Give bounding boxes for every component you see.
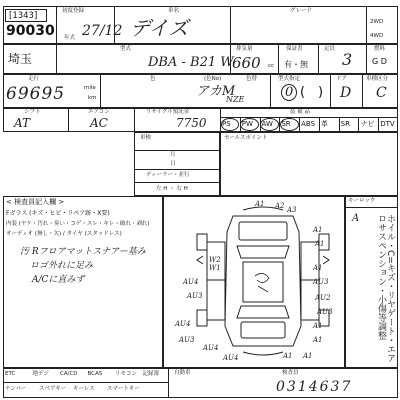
damage-mark: A1: [255, 200, 265, 208]
car-outline: [197, 207, 329, 355]
damage-mark: A1: [313, 336, 323, 344]
damage-mark: W1: [209, 264, 221, 272]
region: 埼玉: [8, 52, 33, 66]
damage-mark: A1: [313, 322, 323, 330]
service-month: 月: [170, 152, 176, 158]
recycle-hw: 7750: [176, 116, 207, 130]
notes-hw3: A/Cに直みず: [32, 275, 85, 285]
keylock-label: キーロック: [348, 198, 376, 204]
warranty-value: 有・無: [284, 60, 308, 69]
warranty-label: 保証書: [286, 46, 303, 52]
odometer-label: 走行: [28, 76, 40, 82]
drive-2wd: 2WD: [370, 19, 384, 25]
damage-mark: AU4: [183, 278, 199, 286]
ac-hw: AC: [90, 116, 108, 130]
damage-mark: AU2: [315, 294, 331, 302]
damage-mark: A1: [283, 352, 293, 360]
notes-title: < 検査員記入欄 >: [6, 198, 65, 206]
equipment-item: ナビ: [360, 120, 375, 128]
bottom-cell: リモコン: [115, 371, 138, 377]
color-label: 色: [150, 76, 156, 82]
damage-mark: AU3: [313, 278, 329, 286]
ac-label: エアコン: [88, 109, 110, 115]
id-box: [5, 9, 47, 22]
equipment-item: PS: [222, 120, 231, 128]
equipment-item: SR: [281, 120, 291, 128]
damage-mark: AU3: [317, 308, 333, 316]
damage-mark: AU3: [179, 336, 195, 344]
first-reg-label: 初度登録: [62, 8, 85, 14]
bottom-cell-row2: ナンバー: [5, 386, 27, 392]
bottom-cell: BCAS: [87, 371, 103, 377]
equipment-item: AW: [261, 120, 273, 128]
id-box-text: [1343]: [9, 11, 38, 21]
first-reg-hw: 27/12: [82, 23, 123, 39]
model-hw: DBA - B21 W: [148, 55, 234, 70]
color-change-label: 色替: [246, 76, 258, 82]
cc-label: 排気量: [236, 46, 253, 52]
damage-mark: AU4: [175, 320, 191, 328]
damage-mark: A3: [287, 206, 297, 214]
damage-mark: A1: [313, 226, 323, 234]
paren-open: (: [300, 85, 306, 100]
bottom-cell: 地デジ: [32, 371, 49, 377]
notes-hw1: 汚 Rフロアマットスナアー基み: [20, 247, 146, 257]
shift-hw: AT: [14, 116, 31, 130]
equipment-label: 装 備 品: [290, 109, 310, 115]
equipment-item: DTV: [380, 120, 395, 128]
equipment-item: 革: [320, 120, 328, 128]
sales-points-box: [220, 132, 398, 196]
notes-hw2: ロゴ外れに足み: [30, 261, 94, 271]
car-name-label: 車名: [168, 8, 180, 14]
service-day: 日: [170, 161, 176, 167]
equipment-item: PW: [241, 120, 253, 128]
damage-mark: AU3: [187, 292, 203, 300]
bottom-cell-row2: スマートキー: [107, 386, 140, 392]
shift-label: シフト: [24, 109, 41, 115]
fuel-label: 燃料: [374, 46, 386, 52]
handle-label: 左 H ・ 右 H: [156, 186, 188, 192]
damage-mark: W2: [209, 256, 221, 264]
equipment-circle: [221, 118, 240, 131]
lot-number: 90030: [6, 23, 55, 39]
damage-mark: A2: [275, 202, 285, 210]
mileage-km: km: [88, 95, 97, 101]
damage-mark: AU4: [203, 344, 219, 352]
color-hw: アカM: [196, 84, 236, 99]
damage-mark: A1: [313, 264, 323, 272]
bottom-cell-row2: キーレス: [73, 386, 95, 392]
sales-points-label: セールスポイント: [224, 135, 268, 141]
notes-line3: オーディオ (無し・欠) / タイヤ (スタッドレス): [6, 231, 122, 237]
equipment-circle: [260, 118, 279, 131]
odometer-hw: 69695: [6, 84, 66, 104]
doors-hw: D: [340, 85, 352, 101]
damage-mark: A1: [303, 352, 313, 360]
notes-line1: Fガラス (キズ・ヒビ・リペア跡・X要): [6, 210, 110, 217]
dealer-label: ディーラー・並行: [146, 172, 190, 178]
doors-label: ドア: [336, 76, 347, 82]
model-year-label: 年式: [64, 35, 76, 41]
damage-mark: A1: [315, 240, 325, 248]
cc-unit: cc: [268, 63, 275, 69]
type-change-label: 型式指定: [278, 76, 301, 82]
vehicle-type-label: 車種区分: [366, 76, 389, 82]
equipment-item: ABS: [301, 120, 316, 128]
color-code-label: (色No): [204, 76, 222, 82]
serial-label: 検査員: [282, 370, 299, 376]
equipment-circle: [280, 118, 299, 131]
vehicle-type-hw: C: [376, 85, 387, 101]
recycle-label: リサイクル預託金: [146, 109, 190, 115]
fuel-value: G D: [372, 57, 387, 66]
serial-hw: 0314637: [276, 379, 353, 395]
bottom-cell: 記録簿: [142, 371, 160, 377]
inspection-label: 車検: [140, 135, 152, 141]
side-column-text: ホイル・C=キズ・リヤゲート・エアロサスペンション・小傷等調整: [376, 214, 395, 363]
type-change-circle: [281, 84, 297, 101]
grade-label: グレード: [290, 8, 313, 14]
seats-label: 定員: [324, 46, 336, 52]
bottom-cell: CA/CD: [60, 371, 78, 377]
equipment-circle: [240, 118, 259, 131]
notes-line2: 内装 (ヤケ・汚れ・臭い・コゲ・スレ・キレ・破れ・剥れ): [6, 221, 150, 227]
bottom-cell: ETC: [5, 371, 16, 377]
bottom-cell-row2: スペアキー: [39, 386, 67, 392]
color-code-hw: NZE: [226, 95, 245, 104]
mileage-mile: mile: [84, 85, 96, 91]
equipment-item: SR: [340, 120, 350, 128]
x-mark: [102, 207, 116, 221]
type-change-hw: 0: [285, 85, 294, 100]
auto-label: 自動車: [174, 370, 191, 376]
car-diagram: [163, 196, 345, 368]
side-mark: A: [352, 213, 360, 224]
drive-4wd: 4WD: [370, 33, 384, 39]
seats-hw: 3: [342, 50, 353, 69]
paren-close: ): [318, 85, 324, 100]
cc-hw: 660: [232, 54, 261, 72]
model-label: 型式: [120, 46, 132, 52]
car-name-hw: デイズ: [130, 16, 189, 40]
damage-mark: AU4: [223, 354, 239, 362]
